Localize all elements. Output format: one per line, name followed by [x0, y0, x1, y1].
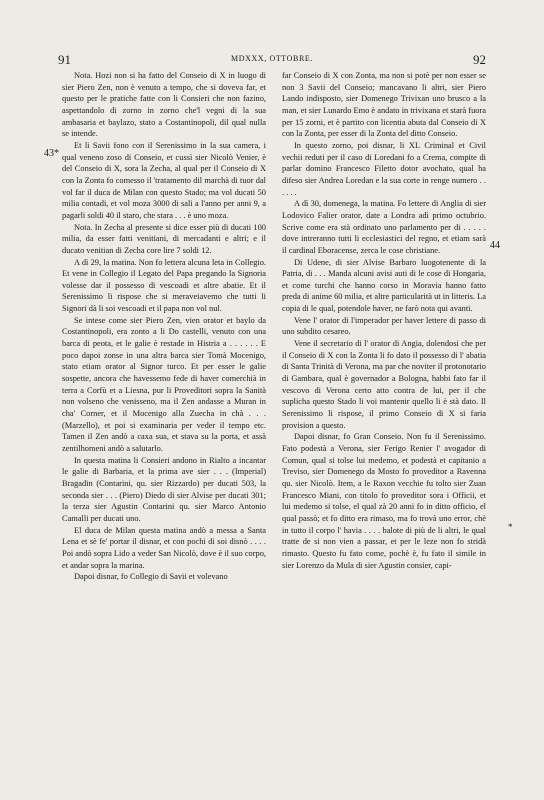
paragraph: In questa matina li Consieri andono in Rialto a incantar le galie di Barbaria, et la prima ave sier . . . (Imperial) Bragadin (Contarini, qu. sier Rizzardo) per ducati 503, la seconda sier . . . (Piero) Diedo di sier Alvise per ducati 301; la terza sier Agustin Contarini qu. sier Marco Antonio Camalli per ducati uno. [62, 455, 266, 523]
paragraph: Dapoi disnar, fo Collegio di Savii et volevano [74, 572, 228, 582]
paragraph: Dapoi disnar, fo Gran Conseio. Non fu il Serenissimo. Fato podestà a Verona, sier Ferigo Renier l' avogador di Comun, qual si tolse lui medemo, et podestà et capitanio a Treviso, sier Domenego da Mosto fo proveditor a Ravenna qu. sier Nicolò. Item, a le Raxon vecchie fu tolto sier Zuan Francesco Miani, con titolo fo proveditor sora i Officii, et lui medemo si tolse, el qual zà 20 anni fo in ditto officio, el qual passò; et fo ditto era rimaso, ma fo trovà uno error, chè in tutto il corpo l' havia . . . . balote di più de li altri, le qual tratte de si non vien a passar, et per le leze non fo stridà rimasto. Questo fu fato come, pochè è, fu fato il simile in sier Lorenzo da Mula di sier Agustin consier, capi- [282, 432, 486, 570]
page-number-left: 91 [58, 52, 71, 67]
running-header [58, 52, 486, 68]
paragraph: Se intese come sier Piero Zen, vien orator et baylo da Costantinopoli, era zonto a li Do castelli, venuto con una barca di peota, et le galie è restade in Histria a . . . . . . E poco dapoi zonse in una altra barca sier Tomà Mocenigo, stato etiam orator al Signor turco. Et per esser le galie sospette, ancora che havessemo fede di haver comerchià in terra a Corfù et a Liesna, pur li Proveditori sopra la Sanità non volseno che venisseno, ma il Zen andasse a Muran in cha' Corner, et il Mocenigo alla Zuecha in chà . . . (Marzello), et poi si examinaria per veder il tempo etc. Tamen il Zen andò a caxa sua, et stava su la porta, et assà zentilhomeni andò a salutarlo. [62, 315, 266, 453]
paragraph: In questo zorno, poi disnar, li XL Criminal et Civil vechii reduti per il caso di Loredani fo a Crema, compite di parlar domino Francesco Filetto dotor avochato, qual ha difeso sier Andrea Loredan e la sua corte in renge numero . . . . . . [282, 140, 486, 197]
paragraph: far Conseio di X con Zonta, ma non si potè per non esser se non 3 Savii del Conseio; mancavano li altri, sier Piero Lando indisposto, sier Domenego Trivixan uno brusco a la man, et sier Lunardo Emo è andato in trivixana et starà fuora per 15 zorni, et è partito con licentia abuta dal Conseio di X con la Zonta, per esser di la Zonta del ditto Conseio. [282, 71, 486, 139]
paragraph: El duca de Milan questa matina andò a messa a Santa Lena et sè fe' portar il disnar, et con pochi di soi disnò . . . . Poi andò sopra Lido a veder San Nicolò, dove è il suo corpo, et andar sopra la marina. [62, 525, 266, 570]
paragraph: Vene l' orator di l'imperador per haver lettere di passo di uno subdito cesareo. [282, 315, 486, 337]
paragraph: Vene il secretario di l' orator di Angia, dolendosi che per il Conseio di X con la Zonta li fo dato il possesso di l' abatia di Santa Trinità di Verona, ma par che noviter il protonotario di Gambara, qual è governador a Bologna, habbi fato far il vescovo di Verona certo atto contra de lui, per il che suplicha questo Stado li voi mantenir quello li è stà dato. Il Serenissimo li rispose, il primo Conseio di X si faria provision a questo. [282, 339, 486, 430]
paragraph: Nota. In Zecha al presente si dice esser più di ducati 100 milia, da esser fatti venitiani, di mercadanti e altri; e il ducato venitian di Zecha core lire 7 soldi 12. [62, 222, 266, 255]
margin-number-left: 43* [44, 148, 59, 159]
margin-number-right: 44 [490, 240, 500, 251]
paragraph: A dì 29, la matina. Non fo lettera alcuna leta in Collegio. Et vene in Collegio il Legato del Papa pregando la Signoria volesse dar il possesso di vescoadi et altre abatie. Et il Serenissimo li rispose che si meraveiavemo che tutti li Signori dà li soi vescoadi et il papa non vol nul. [62, 257, 266, 314]
paragraph: A dì 30, domenega, la matina. Fo lettere di Anglia di sier Lodovico Falier orator, date a Londra adì primo octubrio. Scrive come era stà ordinato uno parlamento per di . . . . . dove intreranno tutti li ecclesiastici del regno, et etiam sarà il cardinal Eboracense, zerca le cose christiane. [282, 199, 486, 255]
margin-star: * [508, 522, 513, 532]
header-title: MDXXX, OTTOBRE. [231, 54, 313, 63]
paragraph: Nota. Hozi non si ha fatto del Conseio di X in luogo di sier Piero Zen, non è venuto a tempo, che si doveva far, et questo per le pratiche fatte con li Consieri che non fazino, aspettandolo di zorno in zorno che'l vegni di la sua ambasaria et baylazo, stato a Costantinopoli, dil qual nulla se intende. [62, 71, 266, 139]
paragraph: Et li Savii fono con il Serenissimo in la sua camera, i qual veneno zoso di Conseio, et cussì sier Nicolò Venier, è del Conseio di X, sora la Zecha, al qual per il Conseio di X con la Zonta fo comesso il 'tratamento dil marchà di tuor dal vol far il duca de Milan con questo Stado; ma vol ducati 50 milia contadi, et vol moza 3000 di sali a l'anno per anni 9, a pagarli soldi 40 il staro, che stara . . . è uno moza. [62, 140, 266, 220]
paragraph: Di Udene, di sier Alvise Barbaro luogotenente di la Patria, di . . . Manda alcuni avisi auti di le cose di Hongaria, et come turchi che hanno corso in Moravia hanno fatto preda di anime 60 milia, et altre particularità ut in litteris. La copia di le qual, potendole haver, ne farò nota qui avanti. [282, 257, 486, 314]
right-column [282, 70, 486, 571]
left-column [62, 70, 266, 583]
page-number-right: 92 [473, 52, 486, 67]
